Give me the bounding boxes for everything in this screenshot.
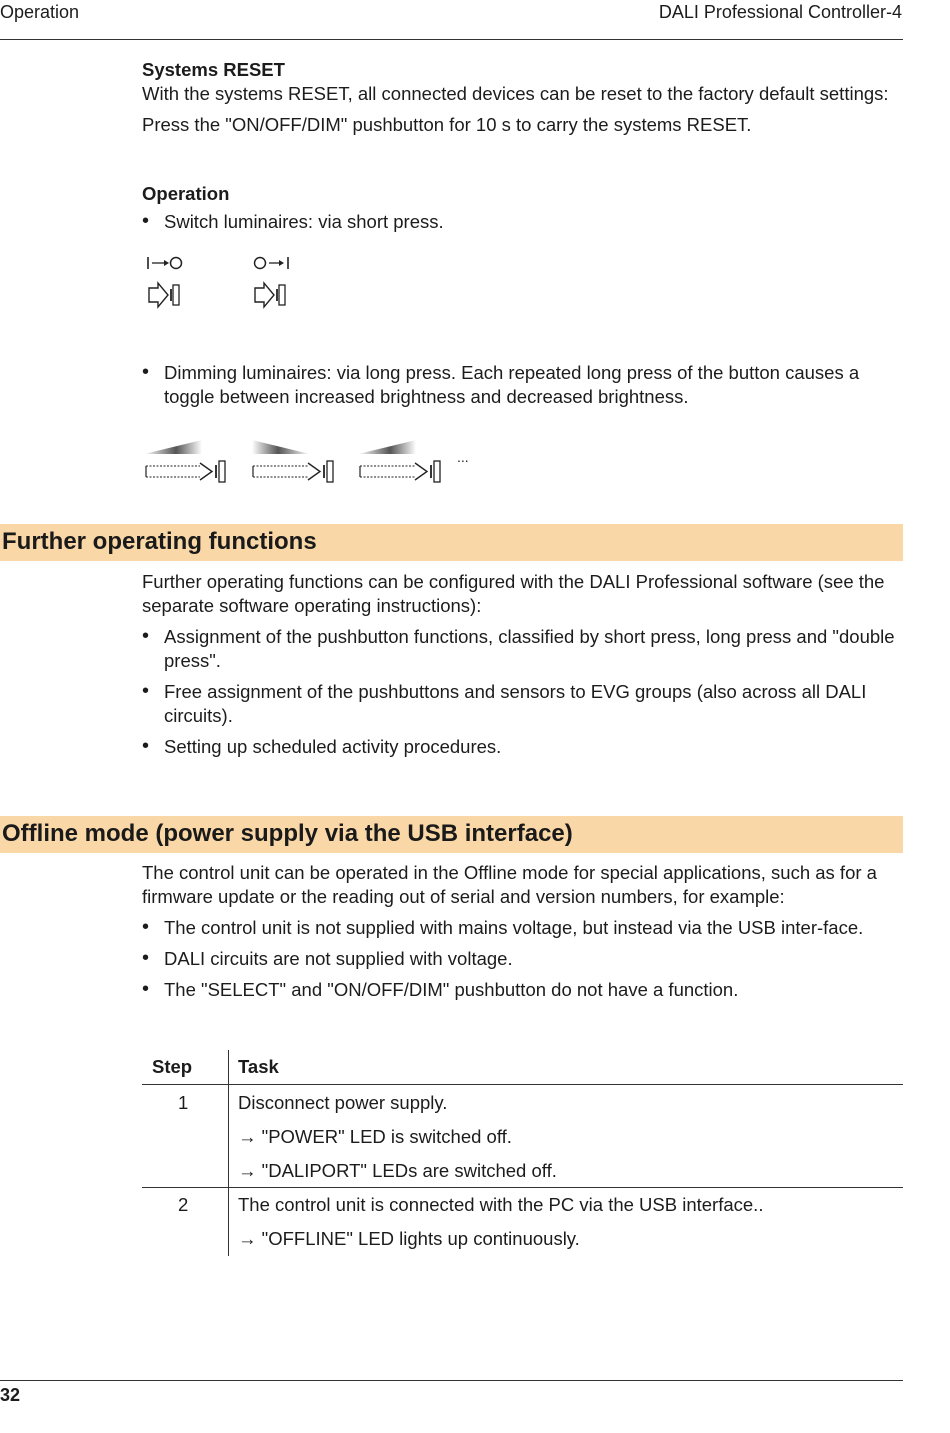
table-row-rule bbox=[142, 1187, 903, 1188]
brightness-decrease-wedge bbox=[252, 440, 310, 454]
long-press-arrow-1 bbox=[146, 461, 225, 482]
offline-bullet-3: • The "SELECT" and "ON/OFF/DIM" pushbutton do not have a function. bbox=[142, 978, 902, 1002]
operation-section bbox=[142, 182, 902, 234]
table-header-step: Step bbox=[152, 1056, 193, 1077]
further-functions-section bbox=[142, 570, 902, 759]
further-functions-intro: Further operating functions can be configured with the DALI Professional software (see the separate software operating instructions): bbox=[142, 571, 885, 616]
off-to-on-icon bbox=[255, 257, 289, 269]
push-button-icon-1 bbox=[149, 283, 179, 307]
further-bullet-3: • Setting up scheduled activity procedures. bbox=[142, 735, 902, 759]
footer-rule bbox=[0, 1380, 903, 1381]
table-row-1-result-2: → "DALIPORT" LEDs are switched off. bbox=[238, 1160, 557, 1181]
table-column-divider bbox=[228, 1050, 229, 1256]
running-header-section: Operation bbox=[0, 2, 80, 22]
operation-bullet-dim: • Dimming luminaires: via long press. Each repeated long press of the button causes a toggle between increased brightness and decreased brightness. bbox=[142, 361, 902, 409]
table-row-1-step: 1 bbox=[178, 1092, 189, 1113]
further-bullet-2: • Free assignment of the pushbuttons and sensors to EVG groups (also across all DALI circuits). bbox=[142, 680, 902, 728]
further-bullet-1: • Assignment of the pushbutton functions, classified by short press, long press and "double press". bbox=[142, 625, 902, 673]
systems-reset-para2: Press the "ON/OFF/DIM" pushbutton for 10 s to carry the systems RESET. bbox=[142, 114, 752, 135]
page-number: 32 bbox=[0, 1385, 21, 1405]
short-press-diagram bbox=[142, 250, 312, 312]
brightness-increase-wedge bbox=[144, 440, 202, 454]
systems-reset-section bbox=[142, 58, 902, 137]
table-header-task: Task bbox=[238, 1056, 279, 1077]
continuation-ellipsis: ... bbox=[457, 449, 469, 465]
running-header-product: DALI Professional Controller-4 bbox=[658, 2, 902, 22]
table-row-1-result-1: → "POWER" LED is switched off. bbox=[238, 1126, 512, 1147]
offline-bullet-2: • DALI circuits are not supplied with voltage. bbox=[142, 947, 902, 971]
push-button-icon-2 bbox=[255, 283, 285, 307]
offline-mode-section bbox=[142, 861, 902, 1002]
offline-bullet-1: • The control unit is not supplied with mains voltage, but instead via the USB inter-face. bbox=[142, 916, 902, 940]
long-press-arrow-3 bbox=[360, 461, 440, 482]
table-row-2-result-1: → "OFFLINE" LED lights up continuously. bbox=[238, 1228, 580, 1249]
long-press-arrow-2 bbox=[253, 461, 333, 482]
table-row-2-task: The control unit is connected with the PC via the USB interface.. bbox=[238, 1194, 764, 1215]
further-functions-title: Further operating functions bbox=[2, 528, 317, 555]
table-header-rule bbox=[142, 1084, 903, 1085]
header-rule bbox=[0, 39, 903, 40]
systems-reset-para1: With the systems RESET, all connected devices can be reset to the factory default settings: bbox=[142, 83, 889, 104]
table-row-1-task: Disconnect power supply. bbox=[238, 1092, 448, 1113]
brightness-increase-wedge-2 bbox=[358, 440, 416, 454]
offline-mode-title: Offline mode (power supply via the USB interface) bbox=[2, 820, 573, 847]
on-to-off-icon bbox=[148, 257, 182, 269]
steps-table bbox=[142, 1050, 903, 1256]
long-press-diagram bbox=[142, 436, 482, 490]
systems-reset-heading: Systems RESET bbox=[142, 59, 285, 80]
offline-mode-band bbox=[0, 816, 903, 853]
further-functions-band bbox=[0, 524, 903, 561]
operation-heading: Operation bbox=[142, 183, 230, 204]
table-row-2-step: 2 bbox=[178, 1194, 189, 1215]
dimming-section bbox=[142, 361, 902, 409]
offline-mode-intro: The control unit can be operated in the Offline mode for special applications, such as for a firmware update or the reading out of serial and version numbers, for example: bbox=[142, 862, 877, 907]
operation-bullet-switch: • Switch luminaires: via short press. bbox=[142, 210, 902, 234]
